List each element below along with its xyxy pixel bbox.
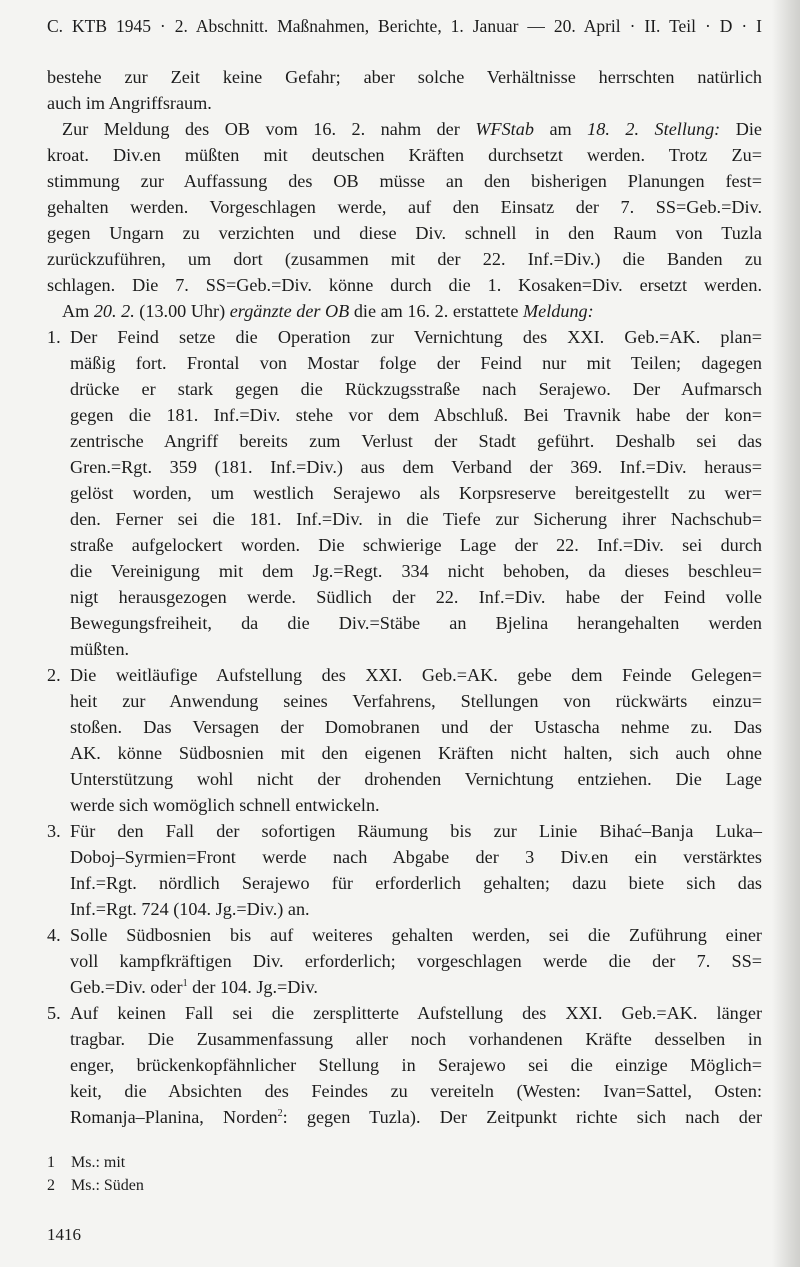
- footnote-number: 2: [47, 1177, 55, 1194]
- text-segment: die am 16. 2. erstattete: [349, 301, 523, 321]
- line-text: [70, 922, 762, 948]
- footnote-number: 1: [47, 1154, 55, 1171]
- text-line: [47, 714, 762, 740]
- text-line: [47, 350, 762, 376]
- text-line: [47, 324, 762, 350]
- text-line: [47, 1026, 762, 1052]
- line-text: [47, 246, 762, 272]
- text-line: [47, 636, 762, 662]
- line-text: [70, 948, 762, 974]
- text-segment: stimmung zur Auffassung des OB müsse an den bisherigen Planungen fest=: [47, 171, 762, 191]
- line-text: [47, 272, 762, 298]
- line-text: [70, 610, 762, 636]
- text-line: [47, 194, 762, 220]
- text-line: [47, 298, 762, 324]
- text-line: [47, 662, 762, 688]
- list-number: 3.: [47, 821, 61, 841]
- line-text: [47, 64, 762, 90]
- italic-text: Meldung:: [523, 301, 594, 321]
- line-text: [70, 844, 762, 870]
- text-segment: Zur Meldung des OB vom 16. 2. nahm der: [62, 119, 476, 139]
- line-text: [70, 428, 762, 454]
- text-segment: Die: [720, 119, 762, 139]
- text-segment: Gren.=Rgt. 359 (181. Inf.=Div.) aus dem Verband der 369. Inf.=Div. heraus=: [70, 457, 762, 477]
- text-line: [47, 948, 762, 974]
- footnote-ref: 1: [182, 978, 188, 989]
- footnote-ref: 2: [277, 1108, 283, 1119]
- text-segment: Auf keinen Fall sei die zersplitterte Aufstellung des XXI. Geb.=AK. länger: [70, 1003, 762, 1023]
- text-segment: (13.00 Uhr): [134, 301, 230, 321]
- line-text: [47, 194, 762, 220]
- list-number: 1.: [47, 327, 61, 347]
- text-line: [47, 272, 762, 298]
- text-segment: mäßig fort. Frontal von Mostar folge der Feind nur mit Teilen; dagegen: [70, 353, 762, 373]
- text-line: [47, 402, 762, 428]
- line-text: [70, 558, 762, 584]
- text-segment: keit, die Absichten des Feindes zu vereiteln (Westen: Ivan=Sattel, Osten:: [70, 1081, 762, 1101]
- text-segment: Geb.=Div. oder: [70, 977, 183, 997]
- text-segment: den. Ferner sei die 181. Inf.=Div. in die Tiefe zur Sicherung ihrer Nachschub=: [70, 509, 762, 529]
- text-segment: zurückzuführen, um dort (zusammen mit der 22. Inf.=Div.) die Banden zu: [47, 249, 762, 269]
- text-line: [47, 818, 762, 844]
- line-text: [70, 688, 762, 714]
- text-line: [47, 532, 762, 558]
- text-segment: Inf.=Rgt. 724 (104. Jg.=Div.) an.: [70, 899, 310, 919]
- line-text: [47, 142, 762, 168]
- text-line: [47, 740, 762, 766]
- line-text: [70, 402, 762, 428]
- text-line: [47, 974, 762, 1000]
- text-line: [47, 116, 762, 142]
- text-segment: gegen die 181. Inf.=Div. stehe vor dem Abschluß. Bei Travnik habe der kon=: [70, 405, 762, 425]
- line-text: [70, 350, 762, 376]
- text-segment: tragbar. Die Zusammenfassung aller noch vorhandenen Kräfte desselben in: [70, 1029, 762, 1049]
- text-segment: Solle Südbosnien bis auf weiteres gehalten werden, sei die Zuführung einer: [70, 925, 762, 945]
- italic-text: WFStab: [475, 119, 534, 139]
- text-segment: heit zur Anwendung seines Verfahrens, Stellungen von rückwärts einzu=: [70, 691, 762, 711]
- text-segment: Für den Fall der sofortigen Räumung bis zur Linie Bihać–Banja Luka–: [70, 821, 762, 841]
- list-number: 5.: [47, 1003, 61, 1023]
- text-line: [47, 1000, 762, 1026]
- text-line: [47, 792, 762, 818]
- text-segment: gehalten werden. Vorgeschlagen werde, auf den Einsatz der 7. SS=Geb.=Div.: [47, 197, 762, 217]
- text-line: [47, 376, 762, 402]
- text-segment: Unterstützung wohl nicht der drohenden Vernichtung entziehen. Die Lage: [70, 769, 762, 789]
- line-text: [70, 454, 762, 480]
- text-segment: Doboj–Syrmien=Front werde nach Abgabe der 3 Div.en ein verstärktes: [70, 847, 762, 867]
- text-segment: AK. könne Südbosnien mit den eigenen Kräften nicht halten, sich auch ohne: [70, 743, 762, 763]
- text-segment: nigt herausgezogen werde. Südlich der 22. Inf.=Div. habe der Feind volle: [70, 587, 762, 607]
- text-segment: straße aufgelockert worden. Die schwierige Lage der 22. Inf.=Div. sei durch: [70, 535, 762, 555]
- text-segment: schlagen. Die 7. SS=Geb.=Div. könne durch die 1. Kosaken=Div. ersetzt werden.: [47, 275, 762, 295]
- text-segment: stoßen. Das Versagen der Domobranen und der Ustascha nehme zu. Das: [70, 717, 762, 737]
- line-text: [70, 1000, 762, 1026]
- line-text: [70, 480, 762, 506]
- footnote-text: Ms.: Süden: [71, 1177, 144, 1194]
- text-line: [47, 766, 762, 792]
- text-segment: Bewegungsfreiheit, da die Div.=Stäbe an Bjelina herangehalten werden: [70, 613, 762, 633]
- line-text: [62, 298, 762, 324]
- text-line: [47, 584, 762, 610]
- text-segment: die Vereinigung mit dem Jg.=Regt. 334 nicht behoben, da dieses beschleu=: [70, 561, 762, 581]
- line-text: [70, 532, 762, 558]
- text-line: [47, 1104, 762, 1130]
- text-line: [47, 64, 762, 90]
- line-text: [70, 818, 762, 844]
- italic-text: 18. 2. Stellung:: [587, 119, 721, 139]
- text-line: [47, 1052, 762, 1078]
- line-text: [47, 220, 762, 246]
- italic-text: ergänzte der OB: [229, 301, 350, 321]
- line-text: [70, 974, 762, 1000]
- list-number: 2.: [47, 665, 61, 685]
- line-text: [62, 116, 762, 142]
- line-text: [70, 714, 762, 740]
- text-segment: am: [533, 119, 588, 139]
- italic-text: 20. 2.: [93, 301, 135, 321]
- text-line: [47, 506, 762, 532]
- text-segment: gegen Ungarn zu verzichten und diese Div. schnell in den Raum von Tuzla: [47, 223, 762, 243]
- text-segment: auch im Angriffsraum.: [47, 93, 212, 113]
- footnote-text: Ms.: mit: [71, 1154, 126, 1171]
- text-segment: drücke er stark gegen die Rückzugsstraße nach Serajewo. Der Aufmarsch: [70, 379, 762, 399]
- text-segment: Inf.=Rgt. nördlich Serajewo für erforderlich gehalten; dazu biete sich das: [70, 873, 762, 893]
- line-text: [70, 870, 762, 896]
- text-line: [47, 246, 762, 272]
- line-text: [47, 90, 762, 116]
- line-text: [70, 766, 762, 792]
- text-line: [47, 220, 762, 246]
- text-segment: Die weitläufige Aufstellung des XXI. Geb.=AK. gebe dem Feinde Gelegen=: [70, 665, 762, 685]
- line-text: [70, 1078, 762, 1104]
- line-text: [70, 1104, 762, 1130]
- text-line: [47, 844, 762, 870]
- text-line: [47, 1078, 762, 1104]
- text-segment: Der Feind setze die Operation zur Vernichtung des XXI. Geb.=AK. plan=: [70, 327, 762, 347]
- text-segment: Romanja–Planina, Norden: [70, 1107, 278, 1127]
- text-line: [47, 870, 762, 896]
- text-segment: enger, brückenkopfähnlicher Stellung in Serajewo sei die einzige Möglich=: [70, 1055, 762, 1075]
- text-segment: müßten.: [70, 639, 130, 659]
- text-line: [47, 480, 762, 506]
- text-segment: bestehe zur Zeit keine Gefahr; aber solche Verhältnisse herrschten natürlich: [47, 67, 762, 87]
- line-text: [70, 506, 762, 532]
- text-segment: : gegen Tuzla). Der Zeitpunkt richte sich nach der: [282, 1107, 762, 1127]
- text-segment: zentrische Angriff bereits zum Verlust der Stadt geführt. Deshalb sei das: [70, 431, 762, 451]
- text-line: [47, 896, 762, 922]
- text-segment: gelöst worden, um westlich Serajewo als Korpsreserve bereitgestellt zu wer=: [70, 483, 762, 503]
- running-header: C. KTB 1945 · 2. Abschnitt. Maßnahmen, Berichte, 1. Januar — 20. April · II. Teil · D · I: [47, 16, 762, 36]
- text-line: [47, 922, 762, 948]
- footnote-2: [47, 1177, 144, 1195]
- text-line: [47, 142, 762, 168]
- line-text: [70, 584, 762, 610]
- line-text: [70, 740, 762, 766]
- text-segment: kroat. Div.en müßten mit deutschen Kräften durchsetzt werden. Trotz Zu=: [47, 145, 762, 165]
- line-text: [70, 896, 762, 922]
- text-line: [47, 454, 762, 480]
- line-text: [70, 324, 762, 350]
- line-text: [70, 792, 762, 818]
- text-segment: Am: [62, 301, 94, 321]
- line-text: [70, 376, 762, 402]
- text-segment: werde sich womöglich schnell entwickeln.: [70, 795, 380, 815]
- text-line: [47, 688, 762, 714]
- list-number: 4.: [47, 925, 61, 945]
- body-text: [47, 64, 762, 1130]
- line-text: [47, 168, 762, 194]
- line-text: [70, 636, 762, 662]
- text-line: [47, 428, 762, 454]
- page-edge-shadow: [772, 0, 800, 1267]
- text-line: [47, 610, 762, 636]
- text-segment: der 104. Jg.=Div.: [187, 977, 318, 997]
- text-line: [47, 558, 762, 584]
- page-number: 1416: [47, 1225, 81, 1244]
- text-line: [47, 90, 762, 116]
- line-text: [70, 662, 762, 688]
- text-segment: voll kampfkräftigen Div. erforderlich; vorgeschlagen werde die der 7. SS=: [70, 951, 762, 971]
- footnote-1: [47, 1154, 125, 1172]
- text-line: [47, 168, 762, 194]
- line-text: [70, 1026, 762, 1052]
- line-text: [70, 1052, 762, 1078]
